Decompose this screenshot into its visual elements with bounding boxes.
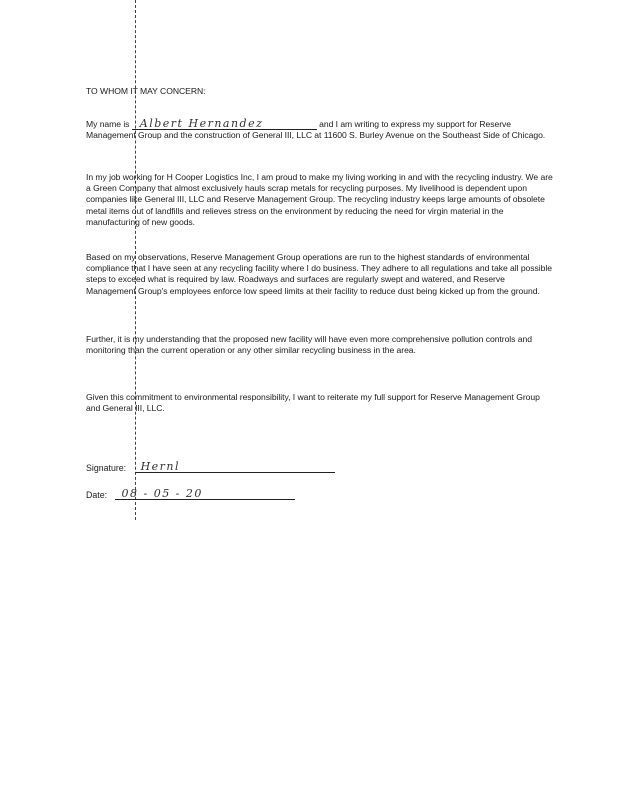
handwritten-name: Albert Hernandez xyxy=(139,116,264,130)
name-field xyxy=(132,118,317,130)
date-row xyxy=(86,487,295,500)
intro-suffix: and I am writing to express my support for Reserve Management Group and the construction of General III, LLC at 11600 S. Burley Avenue on the Southeast Side of Chicago. xyxy=(86,118,546,140)
signature-label: Signature: xyxy=(86,463,127,473)
paragraph-observations: Based on my observations, Reserve Management Group operations are run to the highest standards of environmental compliance that I have seen at any recycling facility where I do business. They adhere to all regulations and take all possible steps to exceed what is required by law. Roadways and surfaces are regularly swept and watered, and Reserve Management Group's employees enforce low speed limits at their facility to reduce dust being kicked up from the ground. xyxy=(86,252,552,296)
date-label: Date: xyxy=(86,490,108,500)
signature-row xyxy=(86,460,335,473)
paragraph-understanding: Further, it is my understanding that the proposed new facility will have even more comprehensive pollution controls and monitoring than the current operation or any other similar recycling business in the area. xyxy=(86,334,532,356)
paragraph-commitment: Given this commitment to environmental responsibility, I want to reiterate my full support for Reserve Management Group and General III, LLC. xyxy=(86,392,540,414)
paragraph-job: In my job working for H Cooper Logistics Inc, I am proud to make my living working in and with the recycling industry. We are a Green Company that almost exclusively hauls scrap metals for recycling purposes. My livelihood is dependent upon companies like General III, LLC and Reserve Management Group. The recycling industry keeps large amounts of obsolete metal items out of landfills and relieves stress on the environment by reducing the need for virgin material in the manufacturing of new goods. xyxy=(86,172,553,227)
handwritten-date: 08 - 05 - 20 xyxy=(121,487,203,500)
signature-line xyxy=(135,460,335,473)
intro-paragraph xyxy=(86,118,554,141)
date-line xyxy=(115,487,295,500)
intro-prefix: My name is xyxy=(86,118,130,129)
greeting: TO WHOM IT MAY CONCERN: xyxy=(86,86,206,96)
handwritten-signature: Hernl xyxy=(140,460,181,473)
